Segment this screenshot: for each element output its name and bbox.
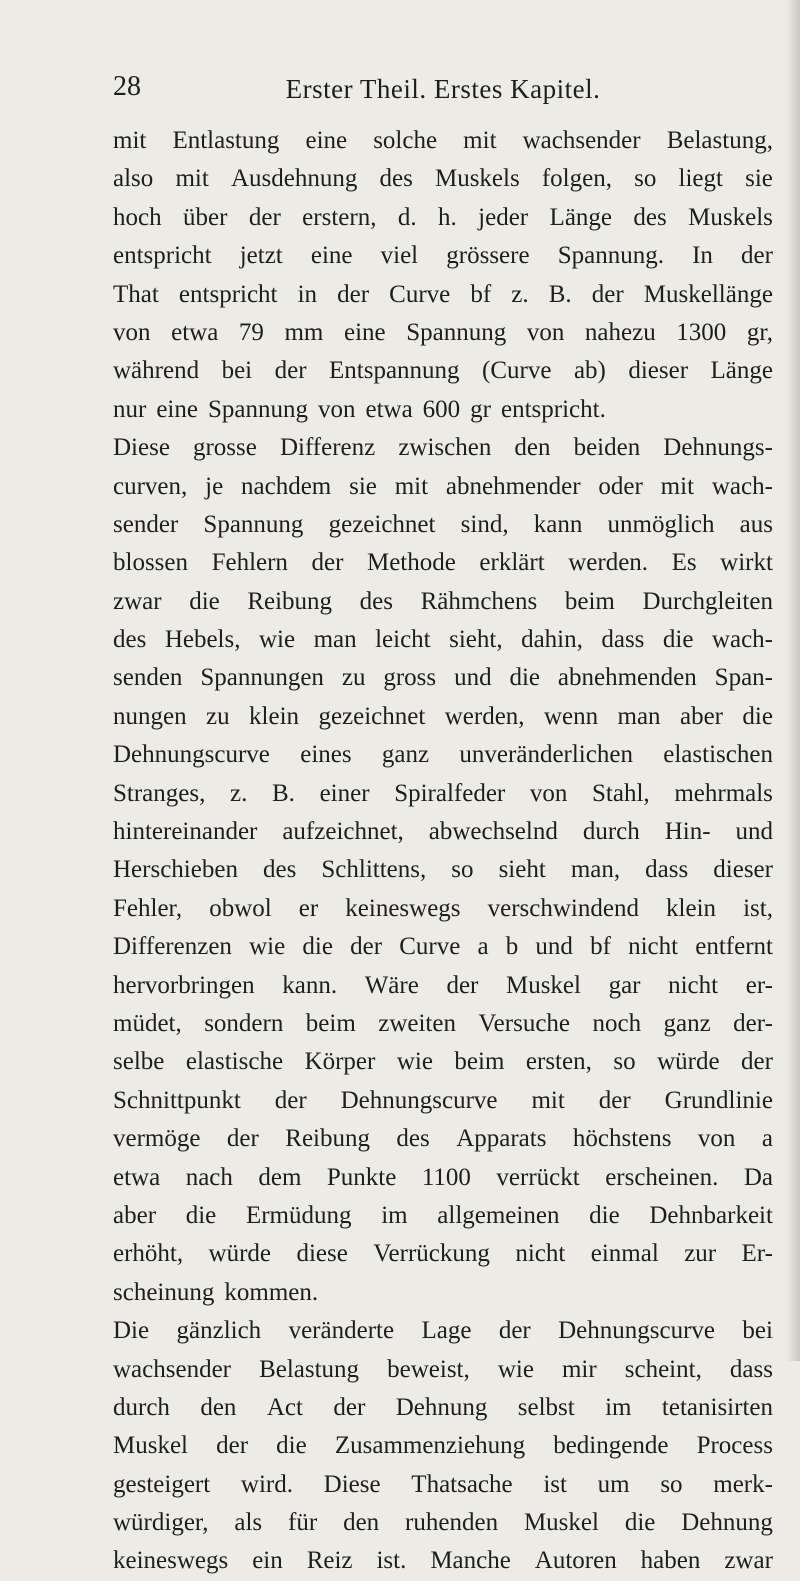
text-line: selbe elastische Körper wie beim ersten, so würde der [113,1048,773,1076]
text-line: hoch über der erstern, d. h. jeder Länge des Muskels [113,203,773,231]
text-line: entspricht jetzt eine viel grössere Spannung. In der [113,242,773,270]
text-line: scheinung kommen. [113,1278,319,1306]
text-line: Dehnungscurve eines ganz unveränderlichen elastischen [113,741,773,769]
text-line: nungen zu klein gezeichnet werden, wenn man aber die [113,702,773,730]
page-number: 28 [113,71,141,102]
text-line: des Hebels, wie man leicht sieht, dahin, dass die wach- [113,626,773,654]
text-line: nur eine Spannung von etwa 600 gr entspricht. [113,395,606,423]
text-line: Muskel der die Zusammenziehung bedingende Process [113,1432,773,1460]
text-line: von etwa 79 mm eine Spannung von nahezu 1300 gr, [113,318,773,346]
text-line: erhöht, würde diese Verrückung nicht einmal zur Er- [113,1240,773,1268]
text-line: gesteigert wird. Diese Thatsache ist um so merk- [113,1470,773,1498]
text-line: vermöge der Reibung des Apparats höchstens von a [113,1125,773,1153]
text-line: hintereinander aufzeichnet, abwechselnd durch Hin- und [113,818,773,846]
text-line: Die gänzlich veränderte Lage der Dehnungscurve bei [113,1317,773,1345]
text-line: aber die Ermüdung im allgemeinen die Dehnbarkeit [113,1201,773,1229]
text-line: Schnittpunkt der Dehnungscurve mit der Grundlinie [113,1086,773,1114]
text-line: curven, je nachdem sie mit abnehmender oder mit wach- [113,472,773,500]
text-line: senden Spannungen zu gross und die abnehmenden Span- [113,664,773,692]
text-line: während bei der Entspannung (Curve ab) dieser Länge [113,357,773,385]
body-text [113,122,773,1581]
text-line: Fehler, obwol er keineswegs verschwindend klein ist, [113,894,773,922]
text-line: durch den Act der Dehnung selbst im tetanisirten [113,1393,773,1421]
text-line: blossen Fehlern der Methode erklärt werden. Es wirkt [113,549,773,577]
text-line: mit Entlastung eine solche mit wachsender Belastung, [113,127,773,154]
text-line: würdiger, als für den ruhenden Muskel die Dehnung [113,1509,773,1537]
page-edge-shadow [786,0,800,1361]
text-line: müdet, sondern beim zweiten Versuche noch ganz der- [113,1009,773,1037]
text-line: Differenzen wie die der Curve a b und bf nicht entfernt [113,933,773,961]
page-header [113,72,773,112]
text-line: etwa nach dem Punkte 1100 verrückt erscheinen. Da [113,1163,773,1191]
text-line: Diese grosse Differenz zwischen den beiden Dehnungs- [113,434,773,462]
text-line: sender Spannung gezeichnet sind, kann unmöglich aus [113,510,773,538]
text-line: zwar die Reibung des Rähmchens beim Durchgleiten [113,587,773,615]
text-line: That entspricht in der Curve bf z. B. der Muskellänge [113,280,773,308]
running-head: Erster Theil. Erstes Kapitel. [285,74,601,104]
text-line: wachsender Belastung beweist, wie mir scheint, dass [113,1355,773,1383]
text-line: hervorbringen kann. Wäre der Muskel gar nicht er- [113,971,773,999]
text-line: Stranges, z. B. einer Spiralfeder von Stahl, mehrmals [113,779,773,807]
text-line: keineswegs ein Reiz ist. Manche Autoren haben zwar [113,1547,773,1575]
text-line: also mit Ausdehnung des Muskels folgen, so liegt sie [113,165,773,193]
text-line: Herschieben des Schlittens, so sieht man, dass dieser [113,856,773,884]
